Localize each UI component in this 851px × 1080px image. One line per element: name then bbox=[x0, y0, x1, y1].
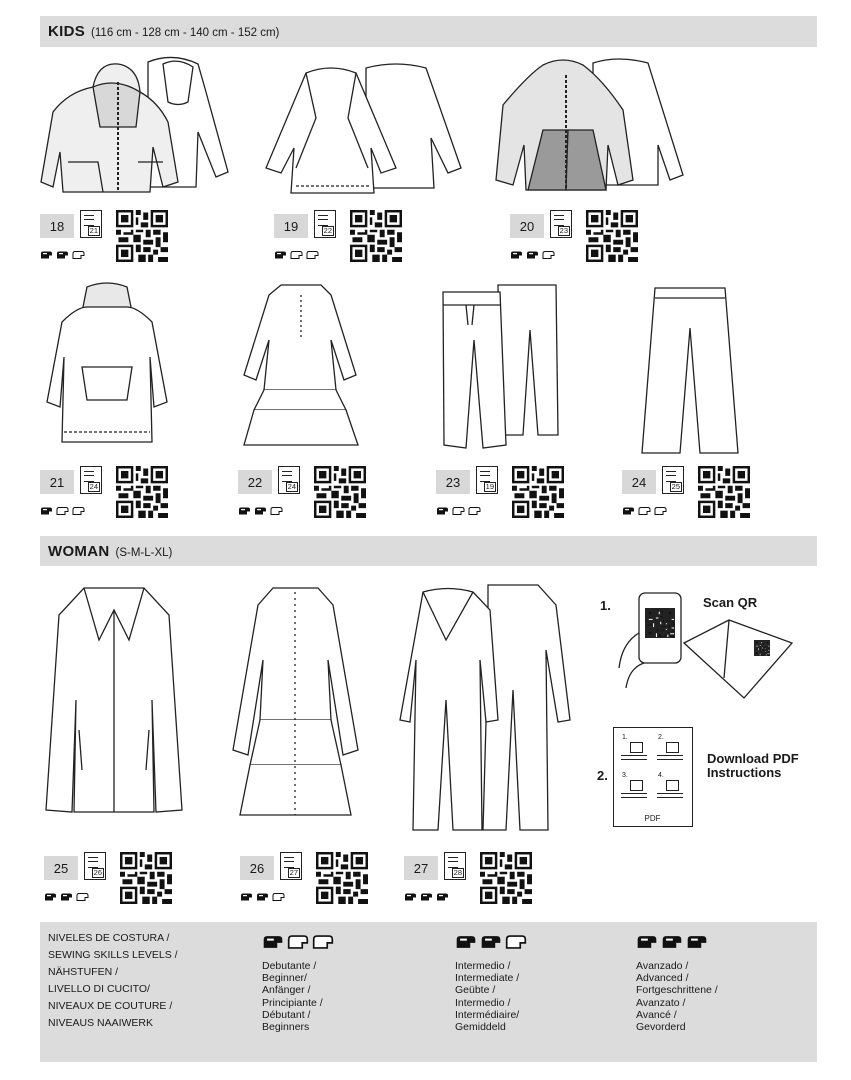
step-1-text: Scan QR bbox=[703, 595, 758, 610]
step-2-number: 2. bbox=[597, 768, 608, 783]
sewing-levels-legend bbox=[40, 922, 817, 1062]
qr-code-icon[interactable] bbox=[316, 852, 368, 904]
advanced-machines bbox=[636, 934, 708, 950]
machine-empty-icon bbox=[272, 892, 285, 902]
machine-empty-icon bbox=[290, 250, 303, 260]
machine-full-icon bbox=[274, 250, 287, 260]
machine-full-icon bbox=[262, 934, 284, 950]
pdf-page-icon bbox=[444, 852, 466, 880]
skill-level-icons bbox=[44, 892, 89, 902]
pattern-info-block bbox=[510, 210, 650, 272]
pdf-page-icon bbox=[278, 466, 300, 494]
flared-pants-illustration bbox=[640, 283, 740, 458]
machine-empty-icon bbox=[72, 250, 85, 260]
advanced-labels: Avanzado / Advanced / Fortgeschrittene / Avanzato / Avancé / Gevorderd bbox=[636, 960, 718, 1034]
beginner-labels: Debutante / Beginner/ Anfänger / Principiante / Débutant / Beginners bbox=[262, 960, 323, 1034]
kids-section-header bbox=[40, 16, 817, 47]
pdf-page-icon bbox=[280, 852, 302, 880]
qr-code-icon[interactable] bbox=[698, 466, 750, 518]
qr-code-icon[interactable] bbox=[586, 210, 638, 262]
qr-code-icon[interactable] bbox=[512, 466, 564, 518]
pattern-number: 24 bbox=[622, 470, 656, 494]
tiered-dress-illustration bbox=[236, 280, 366, 455]
pdf-label: PDF bbox=[644, 814, 661, 823]
skill-level-icons bbox=[240, 892, 285, 902]
machine-full-icon bbox=[254, 506, 267, 516]
machine-full-icon bbox=[420, 892, 433, 902]
step-2-text: Download PDF Instructions bbox=[707, 751, 799, 780]
machine-empty-icon bbox=[505, 934, 527, 950]
pattern-number: 19 bbox=[274, 214, 308, 238]
machine-full-icon bbox=[622, 506, 635, 516]
machine-full-icon bbox=[480, 934, 502, 950]
pdf-page-number: 25 bbox=[671, 482, 680, 491]
skill-level-icons bbox=[404, 892, 449, 902]
machine-full-icon bbox=[44, 892, 57, 902]
hoodie-zip-illustration bbox=[38, 52, 238, 202]
pdf-page-icon bbox=[84, 852, 106, 880]
pattern-number: 22 bbox=[238, 470, 272, 494]
machine-empty-icon bbox=[76, 892, 89, 902]
kids-title: KIDS (116 cm - 128 cm - 140 cm - 152 cm) bbox=[48, 23, 280, 40]
machine-full-icon bbox=[436, 506, 449, 516]
pdf-page-icon bbox=[80, 466, 102, 494]
pattern-number: 20 bbox=[510, 214, 544, 238]
pattern-info-block bbox=[238, 466, 378, 528]
pdf-page-icon bbox=[476, 466, 498, 494]
pattern-number: 23 bbox=[436, 470, 470, 494]
pdf-cell-3: 3. bbox=[622, 772, 628, 779]
pdf-page-number: 24 bbox=[287, 482, 296, 491]
woman-title: WOMAN (S-M-L-XL) bbox=[48, 543, 173, 560]
machine-full-icon bbox=[526, 250, 539, 260]
machine-full-icon bbox=[404, 892, 417, 902]
machine-empty-icon bbox=[638, 506, 651, 516]
levels-label: NIVELES DE COSTURA / SEWING SKILLS LEVELS / NÄHSTUFEN / LIVELLO DI CUCITO/ NIVEAUX DE COUTURE / NIVEAUS NAAIWERK bbox=[48, 932, 178, 1029]
skill-level-icons bbox=[510, 250, 555, 260]
machine-full-icon bbox=[60, 892, 73, 902]
machine-full-icon bbox=[436, 892, 449, 902]
pdf-cell-4: 4. bbox=[658, 772, 664, 779]
machine-empty-icon bbox=[312, 934, 334, 950]
qr-code-icon[interactable] bbox=[116, 210, 168, 262]
jumpsuit-illustration bbox=[398, 580, 573, 840]
machine-full-icon bbox=[240, 892, 253, 902]
machine-full-icon bbox=[238, 506, 251, 516]
pdf-page-icon bbox=[550, 210, 572, 238]
pdf-page-number: 24 bbox=[89, 482, 98, 491]
skill-level-icons bbox=[40, 250, 85, 260]
pattern-info-block bbox=[40, 466, 180, 528]
machine-full-icon bbox=[256, 892, 269, 902]
kids-sizes: (116 cm - 128 cm - 140 cm - 152 cm) bbox=[91, 27, 280, 39]
pdf-page-icon bbox=[662, 466, 684, 494]
pdf-page-number: 27 bbox=[289, 868, 298, 877]
machine-full-icon bbox=[661, 934, 683, 950]
pdf-page-icon bbox=[314, 210, 336, 238]
pdf-page-icon bbox=[80, 210, 102, 238]
machine-empty-icon bbox=[542, 250, 555, 260]
woman-section-header bbox=[40, 536, 817, 566]
pdf-cell-1: 1. bbox=[622, 734, 628, 741]
pdf-page-number: 23 bbox=[559, 226, 568, 235]
machine-full-icon bbox=[455, 934, 477, 950]
pattern-info-block bbox=[44, 852, 184, 914]
machine-empty-icon bbox=[270, 506, 283, 516]
skill-level-icons bbox=[622, 506, 667, 516]
pdf-page-number: 28 bbox=[453, 868, 462, 877]
machine-full-icon bbox=[40, 506, 53, 516]
scan-qr-phone-illustration bbox=[614, 588, 799, 700]
pdf-page-number: 21 bbox=[89, 226, 98, 235]
pattern-info-block bbox=[622, 466, 762, 528]
intermediate-machines bbox=[455, 934, 527, 950]
pattern-info-block bbox=[274, 210, 414, 272]
pattern-number: 21 bbox=[40, 470, 74, 494]
qr-code-icon[interactable] bbox=[480, 852, 532, 904]
pdf-page-number: 22 bbox=[323, 226, 332, 235]
skill-level-icons bbox=[40, 506, 85, 516]
qr-code-icon[interactable] bbox=[314, 466, 366, 518]
pattern-info-block bbox=[436, 466, 576, 528]
machine-full-icon bbox=[40, 250, 53, 260]
coat-illustration bbox=[44, 580, 184, 825]
pdf-page-number: 26 bbox=[93, 868, 102, 877]
pattern-number: 18 bbox=[40, 214, 74, 238]
qr-code-icon[interactable] bbox=[350, 210, 402, 262]
machine-full-icon bbox=[510, 250, 523, 260]
qr-code-icon[interactable] bbox=[120, 852, 172, 904]
woman-sizes: (S-M-L-XL) bbox=[115, 547, 173, 559]
shirt-dress-illustration bbox=[228, 580, 363, 825]
pattern-info-block bbox=[240, 852, 380, 914]
machine-empty-icon bbox=[287, 934, 309, 950]
pattern-info-block bbox=[40, 210, 180, 272]
machine-empty-icon bbox=[56, 506, 69, 516]
pattern-number: 26 bbox=[240, 856, 274, 880]
pdf-document-icon bbox=[613, 727, 693, 827]
pdf-page-number: 19 bbox=[485, 482, 494, 491]
pattern-number: 27 bbox=[404, 856, 438, 880]
hoodie-dress-illustration bbox=[42, 282, 172, 452]
machine-full-icon bbox=[636, 934, 658, 950]
machine-empty-icon bbox=[306, 250, 319, 260]
pattern-number: 25 bbox=[44, 856, 78, 880]
beginner-machines bbox=[262, 934, 334, 950]
machine-empty-icon bbox=[72, 506, 85, 516]
machine-empty-icon bbox=[468, 506, 481, 516]
machine-full-icon bbox=[686, 934, 708, 950]
machine-full-icon bbox=[56, 250, 69, 260]
machine-empty-icon bbox=[452, 506, 465, 516]
raglan-sweater-illustration bbox=[256, 58, 466, 198]
skill-level-icons bbox=[238, 506, 283, 516]
joggers-illustration bbox=[438, 280, 563, 455]
pattern-info-block bbox=[404, 852, 544, 914]
pdf-cell-2: 2. bbox=[658, 734, 664, 741]
machine-empty-icon bbox=[654, 506, 667, 516]
skill-level-icons bbox=[274, 250, 319, 260]
step-1-number: 1. bbox=[600, 598, 611, 613]
intermediate-labels: Intermedio / Intermediate / Geübte / Intermedio / Intermédiaire/ Gemiddeld bbox=[455, 960, 520, 1034]
qr-code-icon[interactable] bbox=[116, 466, 168, 518]
zip-jacket-illustration bbox=[488, 55, 688, 195]
skill-level-icons bbox=[436, 506, 481, 516]
